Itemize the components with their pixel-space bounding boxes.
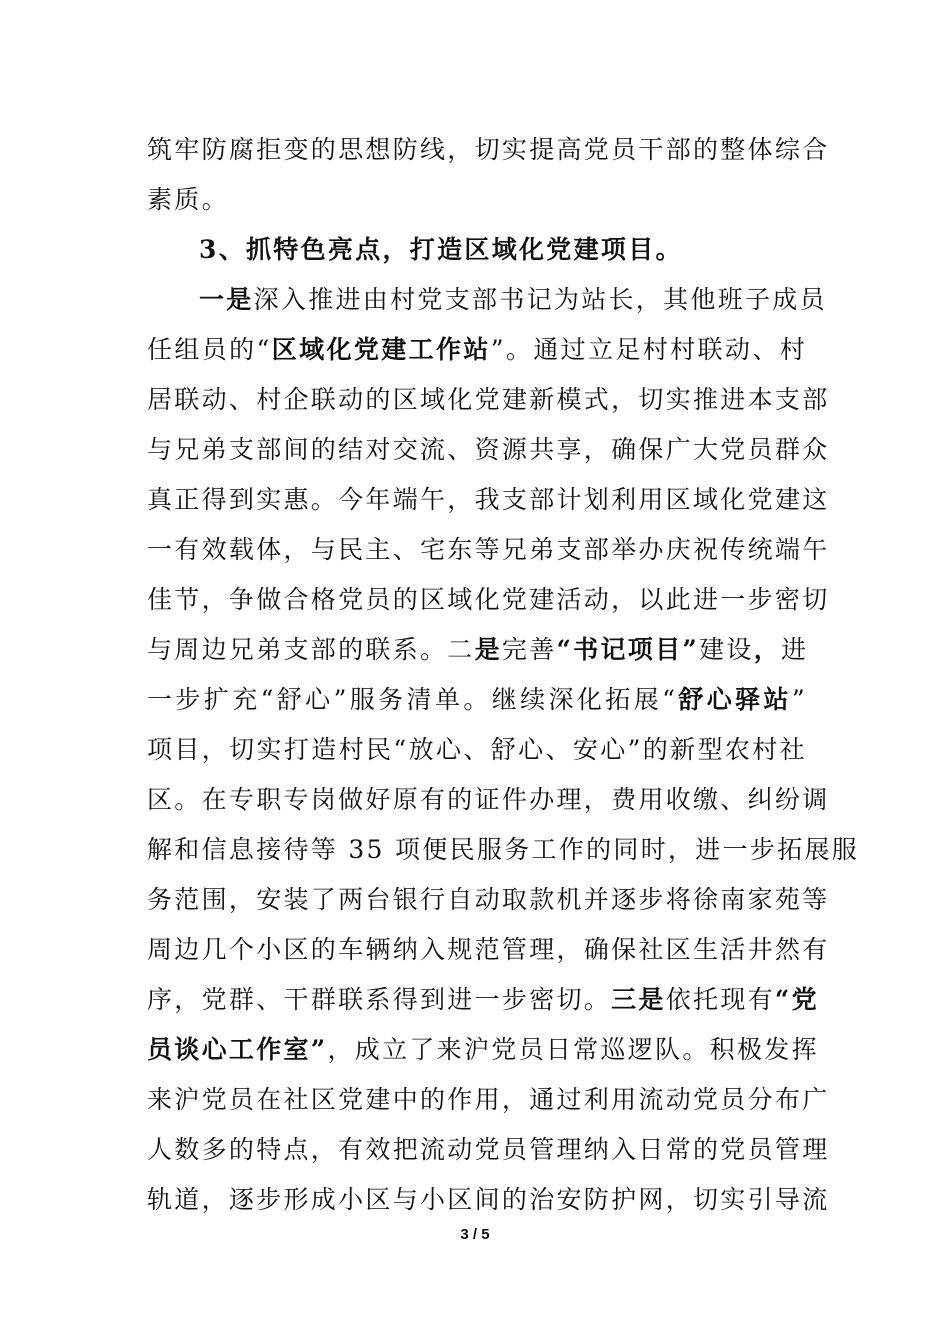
text-line: 真正得到实惠。今年端午，我支部计划利用区域化党建这 [147, 485, 830, 514]
text-line: 素质。 [147, 185, 229, 214]
text-line: 序，党群、干群联系得到进一步密切。三是依托现有“党 [147, 985, 819, 1014]
emphasis-text: 舒心驿站 [677, 685, 792, 714]
text-line: 项目，切实打造村民“放心、舒心、安心”的新型农村社 [147, 735, 807, 764]
text-line: 区。在专职专岗做好原有的证件办理，费用收缴、纠纷调 [147, 785, 830, 814]
text-line: 人数多的特点，有效把流动党员管理纳入日常的党员管理 [147, 1135, 830, 1164]
text-line: 务范围，安装了两台银行自动取款机并逐步将徐南家苑等 [147, 885, 830, 914]
emphasis-text: ， [753, 635, 782, 664]
emphasis-text: 一是 [199, 285, 254, 314]
text-line: 一是深入推进由村党支部书记为站长，其他班子成员 [199, 285, 827, 314]
page-number: 3 / 5 [460, 1226, 490, 1243]
text-line: 居联动、村企联动的区域化党建新模式，切实推进本支部 [147, 385, 830, 414]
text-line: 一有效载体，与民主、宅东等兄弟支部举办庆祝传统端午 [147, 535, 830, 564]
text-line: 与周边兄弟支部的联系。二是完善“书记项目”建设，进 [147, 635, 809, 664]
text-line: 解和信息接待等 35 项便民服务工作的同时，进一步拓展服 [147, 835, 860, 864]
section-heading: 3、抓特色亮点，打造区域化党建项目。 [199, 235, 683, 264]
emphasis-text: 员谈心工作室” [147, 1035, 328, 1064]
emphasis-text: “党 [774, 985, 819, 1014]
text-line: 佳节，争做合格党员的区域化党建活动，以此进一步密切 [147, 585, 830, 614]
emphasis-text: 区域化党建工作站 [271, 335, 491, 364]
text-line: 一步扩充“舒心”服务清单。继续深化拓展“舒心驿站” [147, 685, 808, 714]
text-line: 员谈心工作室”，成立了来沪党员日常巡逻队。积极发挥 [147, 1035, 819, 1064]
text-line: 与兄弟支部间的结对交流、资源共享，确保广大党员群众 [147, 435, 830, 464]
emphasis-text: 是 [474, 635, 502, 664]
emphasis-text: “书记项目” [556, 635, 700, 664]
text-line: 轨道，逐步形成小区与小区间的治安防护网，切实引导流 [147, 1185, 830, 1214]
emphasis-text: 三是 [611, 985, 666, 1014]
text-line: 来沪党员在社区党建中的作用，通过利用流动党员分布广 [147, 1085, 830, 1114]
text-line: 任组员的“区域化党建工作站”。通过立足村村联动、村 [147, 335, 807, 364]
text-line: 周边几个小区的车辆纳入规范管理，确保社区生活井然有 [147, 935, 830, 964]
text-line: 筑牢防腐拒变的思想防线，切实提高党员干部的整体综合 [147, 135, 830, 164]
